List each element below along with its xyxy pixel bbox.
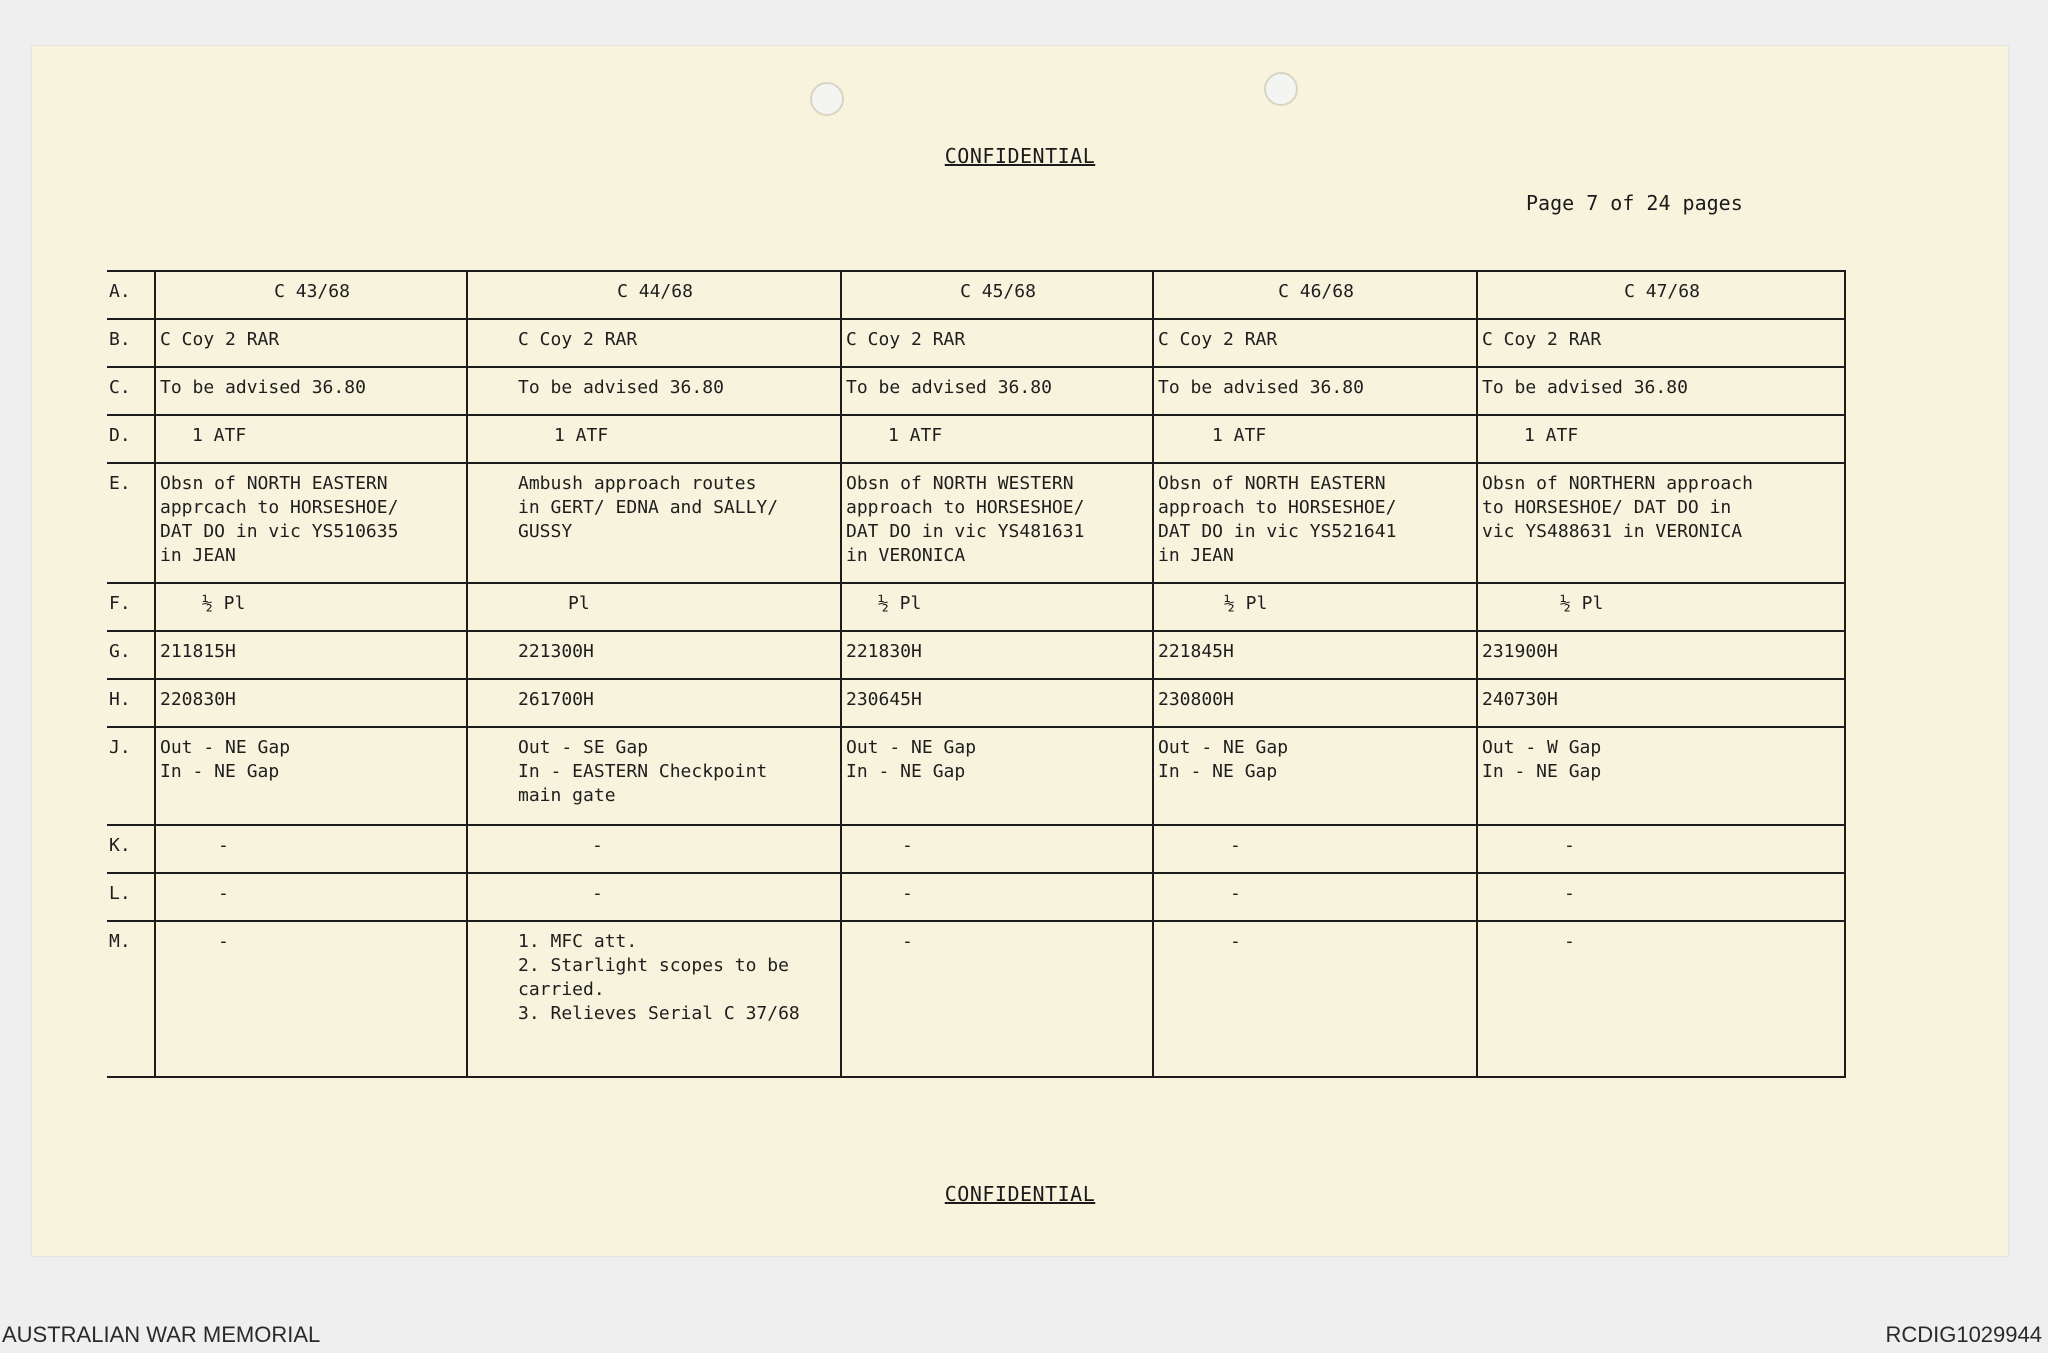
table-cell: 221845H [1153,631,1477,679]
table-cell: - [1477,825,1845,873]
table-cell: Ambush approach routes in GERT/ EDNA and SALLY/ GUSSY [467,463,841,583]
table-cell: - [155,921,467,1077]
table-cell: - [467,825,841,873]
table-row-k [107,825,1845,873]
table-cell: 230800H [1153,679,1477,727]
table-cell: Out - W Gap In - NE Gap [1477,727,1845,825]
table-cell: Out - NE Gap In - NE Gap [841,727,1153,825]
row-label: F. [107,583,155,631]
table-cell: - [1477,873,1845,921]
table-cell: 231900H [1477,631,1845,679]
table-cell: C Coy 2 RAR [1153,319,1477,367]
row-label: L. [107,873,155,921]
table-cell: 211815H [155,631,467,679]
table-cell: 1 ATF [1477,415,1845,463]
row-label: M. [107,921,155,1077]
table-cell: To be advised 36.80 [467,367,841,415]
table-cell: - [1153,873,1477,921]
table-row-d [107,415,1845,463]
table-cell: - [1477,921,1845,1077]
table-cell: C 45/68 [841,271,1153,319]
table-cell: To be advised 36.80 [155,367,467,415]
table-cell: C Coy 2 RAR [467,319,841,367]
table-row-c [107,367,1845,415]
table-row-f [107,583,1845,631]
row-label: H. [107,679,155,727]
table-cell: 240730H [1477,679,1845,727]
document-page [32,46,2008,1256]
row-label: B. [107,319,155,367]
table-cell: ½ Pl [155,583,467,631]
serial-table [107,270,1846,1078]
table-cell: Out - NE Gap In - NE Gap [1153,727,1477,825]
table-cell: 220830H [155,679,467,727]
row-label: E. [107,463,155,583]
table-cell: - [841,825,1153,873]
table-row-a [107,271,1845,319]
table-cell: 1. MFC att. 2. Starlight scopes to be carried. 3. Relieves Serial C 37/68 [467,921,841,1077]
table-cell: 221830H [841,631,1153,679]
table-cell: 261700H [467,679,841,727]
table-row-l [107,873,1845,921]
table-cell: To be advised 36.80 [1477,367,1845,415]
table-cell: 221300H [467,631,841,679]
table-cell: C 47/68 [1477,271,1845,319]
table-row-e [107,463,1845,583]
table-cell: 1 ATF [155,415,467,463]
table-cell: C 46/68 [1153,271,1477,319]
table-cell: C Coy 2 RAR [1477,319,1845,367]
table-cell: Out - SE Gap In - EASTERN Checkpoint main gate [467,727,841,825]
archive-id: RCDIG1029944 [1885,1322,2042,1347]
punch-hole-left [810,82,844,116]
punch-hole-right [1264,72,1298,106]
table-cell: C Coy 2 RAR [841,319,1153,367]
row-label: C. [107,367,155,415]
table-cell: - [841,873,1153,921]
table-cell: Pl [467,583,841,631]
row-label: K. [107,825,155,873]
row-label: D. [107,415,155,463]
table-cell: ½ Pl [1477,583,1845,631]
table-cell: 230645H [841,679,1153,727]
table-cell: - [1153,825,1477,873]
row-label: J. [107,727,155,825]
table-cell: C Coy 2 RAR [155,319,467,367]
table-row-g [107,631,1845,679]
header-classification: CONFIDENTIAL [944,144,1096,168]
table-cell: 1 ATF [841,415,1153,463]
table-cell: Obsn of NORTH WESTERN approach to HORSESHOE/ DAT DO in vic YS481631 in VERONICA [841,463,1153,583]
table-cell: - [841,921,1153,1077]
table-cell: To be advised 36.80 [841,367,1153,415]
footer-classification: CONFIDENTIAL [944,1182,1096,1206]
row-label: G. [107,631,155,679]
table-cell: - [155,825,467,873]
table-cell: - [1153,921,1477,1077]
table-cell: ½ Pl [1153,583,1477,631]
table-cell: 1 ATF [467,415,841,463]
table-cell: Out - NE Gap In - NE Gap [155,727,467,825]
table-cell: C 43/68 [155,271,467,319]
table-row-h [107,679,1845,727]
table-cell: Obsn of NORTHERN approach to HORSESHOE/ DAT DO in vic YS488631 in VERONICA [1477,463,1845,583]
row-label: A. [107,271,155,319]
table-cell: - [155,873,467,921]
table-row-j [107,727,1845,825]
table-cell: ½ Pl [841,583,1153,631]
page-number: Page 7 of 24 pages [1526,191,1743,215]
table-cell: Obsn of NORTH EASTERN apprcach to HORSESHOE/ DAT DO in vic YS510635 in JEAN [155,463,467,583]
table-cell: Obsn of NORTH EASTERN approach to HORSESHOE/ DAT DO in vic YS521641 in JEAN [1153,463,1477,583]
archive-name: AUSTRALIAN WAR MEMORIAL [2,1322,321,1347]
table-row-m [107,921,1845,1077]
archive-footer [0,1322,2048,1353]
table-row-b [107,319,1845,367]
table-cell: To be advised 36.80 [1153,367,1477,415]
table-cell: C 44/68 [467,271,841,319]
table-cell: 1 ATF [1153,415,1477,463]
table-cell: - [467,873,841,921]
